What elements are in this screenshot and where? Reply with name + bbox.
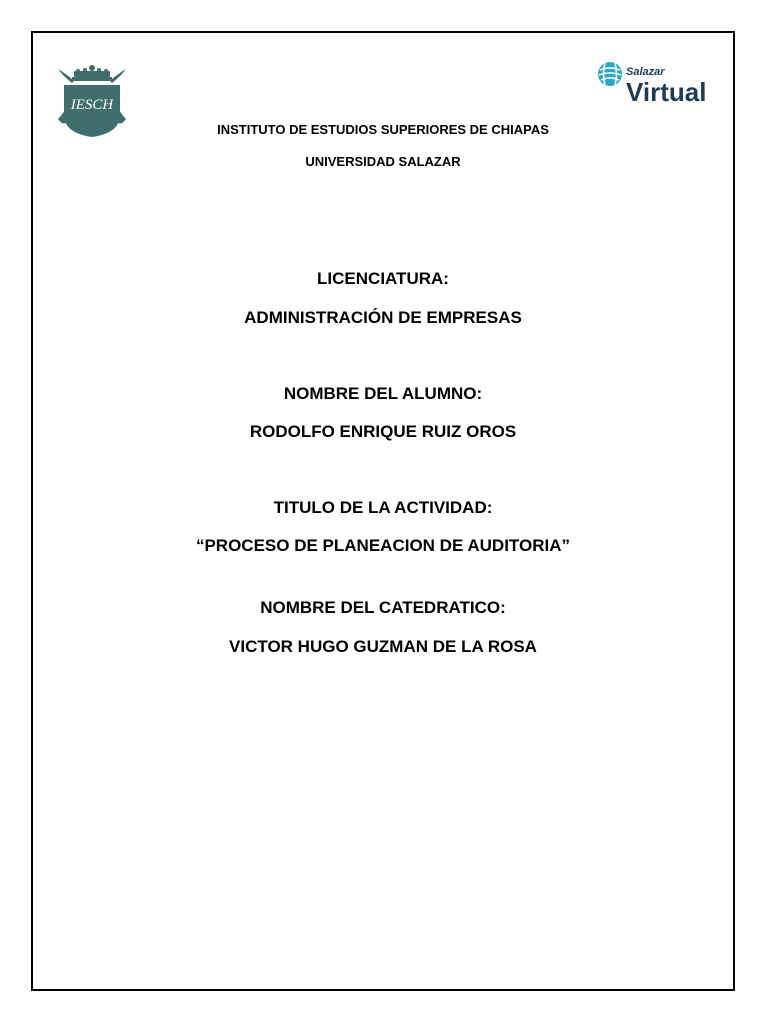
teacher-label: NOMBRE DEL CATEDRATICO:: [260, 598, 506, 617]
salazar-logo-small-text: Salazar: [626, 66, 665, 78]
salazar-virtual-logo: [596, 59, 728, 107]
teacher-value: VICTOR HUGO GUZMAN DE LA ROSA: [229, 637, 537, 656]
institute-name: INSTITUTO DE ESTUDIOS SUPERIORES DE CHIAPAS: [217, 122, 549, 137]
iesch-logo-text: IESCH: [70, 97, 114, 113]
university-name: UNIVERSIDAD SALAZAR: [305, 154, 461, 169]
activity-label: TITULO DE LA ACTIVIDAD:: [273, 498, 493, 517]
student-label: NOMBRE DEL ALUMNO:: [283, 384, 483, 403]
degree-label: LICENCIATURA:: [317, 269, 449, 288]
student-value: RODOLFO ENRIQUE RUIZ OROS: [249, 422, 517, 441]
activity-value: “PROCESO DE PLANEACION DE AUDITORIA”: [195, 536, 571, 555]
degree-value: ADMINISTRACIÓN DE EMPRESAS: [244, 308, 522, 327]
salazar-logo-big-text: Virtual: [626, 77, 707, 107]
